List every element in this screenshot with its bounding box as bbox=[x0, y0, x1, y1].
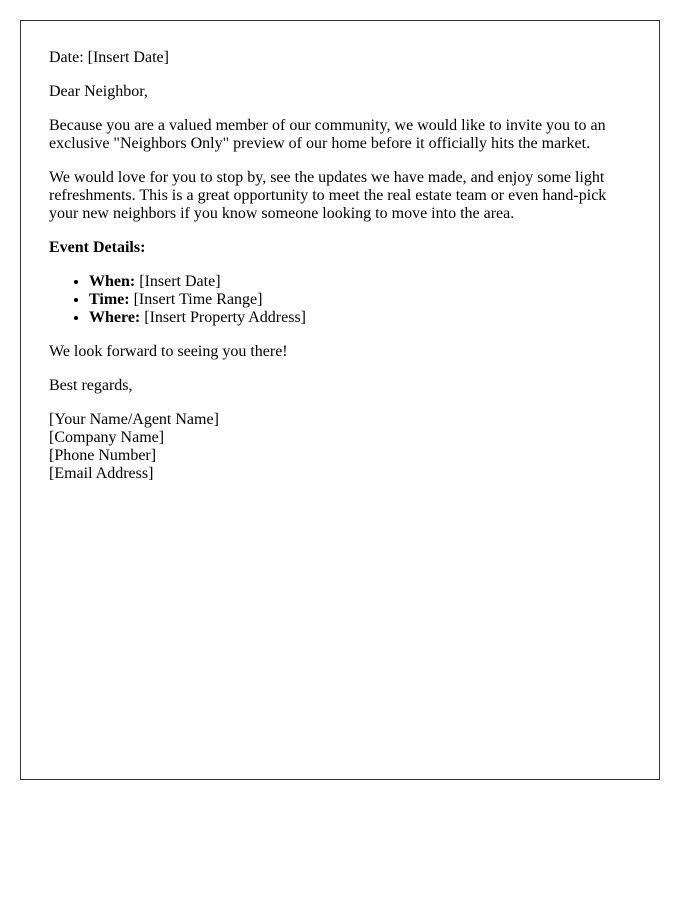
signature-name: [Your Name/Agent Name] bbox=[49, 411, 219, 428]
event-details-list bbox=[49, 273, 631, 327]
signature-company: [Company Name] bbox=[49, 429, 165, 446]
event-where-label: Where: bbox=[89, 309, 141, 326]
greeting: Dear Neighbor, bbox=[49, 83, 148, 100]
event-time-label: Time: bbox=[89, 291, 130, 308]
event-when-item bbox=[89, 273, 631, 291]
event-when-value: [Insert Date] bbox=[135, 273, 221, 290]
letter-page bbox=[20, 20, 660, 780]
event-when-label: When: bbox=[89, 273, 136, 290]
closing-line: We look forward to seeing you there! bbox=[49, 343, 288, 360]
event-time-item bbox=[89, 291, 631, 309]
event-where-item bbox=[89, 309, 631, 327]
invitation-paragraph: Because you are a valued member of our community, we would like to invite you to an exclusive "Neighbors Only" preview of our home before it officially hits the market. bbox=[49, 117, 606, 152]
event-where-value: [Insert Property Address] bbox=[140, 309, 306, 326]
event-details-heading: Event Details: bbox=[49, 239, 146, 256]
event-time-value: [Insert Time Range] bbox=[129, 291, 263, 308]
details-paragraph: We would love for you to stop by, see the updates we have made, and enjoy some light refreshments. This is a great opportunity to meet the real estate team or even hand-pick your new neighbors if you know someone looking to move into the area. bbox=[49, 169, 607, 222]
date-line: Date: [Insert Date] bbox=[49, 49, 169, 66]
sign-off: Best regards, bbox=[49, 377, 133, 394]
signature-email: [Email Address] bbox=[49, 465, 154, 482]
signature-block bbox=[49, 411, 631, 483]
signature-phone: [Phone Number] bbox=[49, 447, 157, 464]
